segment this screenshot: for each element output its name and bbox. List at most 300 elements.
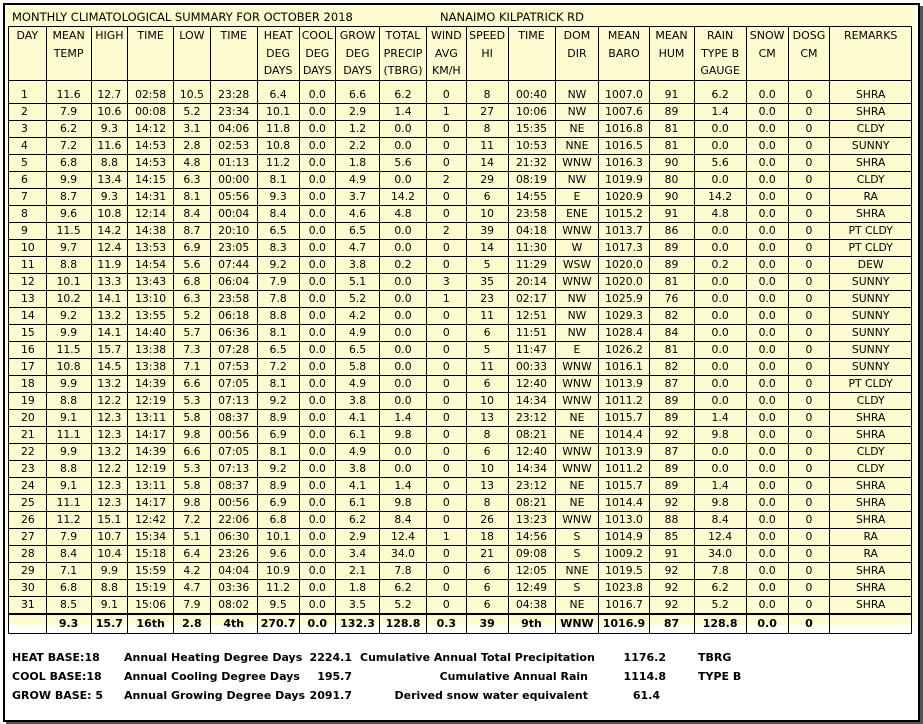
cell-high: 9.3 (91, 121, 128, 138)
total-dom-dir: WNW (555, 614, 599, 634)
cell-heat-deg-days: 6.9 (257, 427, 299, 444)
cell-rain-type-b: 6.2 (694, 580, 746, 597)
cell-mean-hum: 91 (649, 546, 694, 563)
cell-day: 30 (9, 580, 47, 597)
cell-dosg: 0 (788, 291, 830, 308)
cell-low: 7.1 (174, 359, 211, 376)
cell-snow: 0.0 (746, 563, 788, 580)
cell-low-time: 23:34 (210, 104, 257, 121)
cell-rain-type-b: 0.0 (694, 121, 746, 138)
total-snow: 0.0 (746, 614, 788, 634)
table-row (9, 393, 912, 410)
cell-grow-deg-days: 1.8 (336, 580, 380, 597)
cell-wind-avg: 0 (427, 342, 467, 359)
cell-heat-deg-days: 8.4 (257, 206, 299, 223)
cell-total-precip: 8.4 (379, 512, 426, 529)
cell-speed-hi: 13 (466, 478, 508, 495)
cell-remarks: CLDY (830, 121, 912, 138)
cell-wind-avg: 0 (427, 308, 467, 325)
cell-grow-deg-days: 2.1 (336, 563, 380, 580)
col-header-rain-type-b: RAIN TYPE B GAUGE (694, 27, 746, 81)
cell-total-precip: 0.0 (379, 461, 426, 478)
cell-high: 14.5 (91, 359, 128, 376)
cell-wind-avg: 0 (427, 563, 467, 580)
cell-mean-hum: 85 (649, 529, 694, 546)
cell-high: 12.4 (91, 240, 128, 257)
cell-mean-baro: 1029.3 (599, 308, 649, 325)
cell-speed-hi: 5 (466, 342, 508, 359)
cell-grow-deg-days: 2.2 (336, 138, 380, 155)
cell-grow-deg-days: 4.2 (336, 308, 380, 325)
cell-snow: 0.0 (746, 274, 788, 291)
cell-total-precip: 0.0 (379, 342, 426, 359)
cell-cool-deg-days: 0.0 (299, 223, 336, 240)
cell-remarks: RA (830, 546, 912, 563)
cell-wind-time: 10:06 (508, 104, 555, 121)
cell-dosg: 0 (788, 597, 830, 615)
cell-total-precip: 0.0 (379, 291, 426, 308)
cell-mean-temp: 9.7 (46, 240, 91, 257)
cell-mean-baro: 1023.8 (599, 580, 649, 597)
table-row (9, 359, 912, 376)
cum-rain-label: Cumulative Annual Rain (439, 670, 588, 683)
cell-mean-temp: 9.9 (46, 325, 91, 342)
cell-cool-deg-days: 0.0 (299, 427, 336, 444)
col-header-mean-temp: MEAN TEMP (46, 27, 91, 81)
table-row (9, 223, 912, 240)
cell-snow: 0.0 (746, 325, 788, 342)
table-row (9, 104, 912, 121)
cell-day: 15 (9, 325, 47, 342)
cell-mean-temp: 11.5 (46, 223, 91, 240)
cell-speed-hi: 6 (466, 444, 508, 461)
cell-high-time: 14:12 (128, 121, 174, 138)
cell-total-precip: 1.4 (379, 478, 426, 495)
cell-heat-deg-days: 10.8 (257, 138, 299, 155)
total-wind-time: 9th (508, 614, 555, 634)
cell-high-time: 13:38 (128, 342, 174, 359)
cum-precip-value: 1176.2 (623, 651, 666, 664)
cell-mean-temp: 9.1 (46, 478, 91, 495)
cell-low: 2.8 (174, 138, 211, 155)
table-row (9, 478, 912, 495)
cell-total-precip: 1.4 (379, 410, 426, 427)
cell-wind-avg: 0 (427, 206, 467, 223)
table-row (9, 495, 912, 512)
cell-cool-deg-days: 0.0 (299, 138, 336, 155)
cell-dom-dir: NE (555, 410, 599, 427)
cell-high: 12.3 (91, 410, 128, 427)
cell-total-precip: 0.0 (379, 138, 426, 155)
cell-day: 28 (9, 546, 47, 563)
cell-remarks: SHRA (830, 495, 912, 512)
cell-cool-deg-days: 0.0 (299, 393, 336, 410)
cell-speed-hi: 29 (466, 172, 508, 189)
cell-high-time: 14:53 (128, 155, 174, 172)
cell-remarks: DEW (830, 257, 912, 274)
cell-rain-type-b: 0.0 (694, 223, 746, 240)
cell-dom-dir: NW (555, 172, 599, 189)
cell-mean-hum: 86 (649, 223, 694, 240)
col-header-low-time: TIME (210, 27, 257, 81)
cell-speed-hi: 11 (466, 308, 508, 325)
total-mean-temp: 9.3 (46, 614, 91, 634)
cell-wind-time: 11:30 (508, 240, 555, 257)
cell-grow-deg-days: 2.9 (336, 529, 380, 546)
total-cool-deg-days: 0.0 (299, 614, 336, 634)
cell-dom-dir: NE (555, 427, 599, 444)
table-row (9, 257, 912, 274)
table-row (9, 274, 912, 291)
table-row (9, 155, 912, 172)
cell-remarks: SHRA (830, 580, 912, 597)
cell-wind-avg: 0 (427, 546, 467, 563)
cell-low: 6.6 (174, 376, 211, 393)
cell-high: 12.3 (91, 495, 128, 512)
cell-rain-type-b: 0.0 (694, 138, 746, 155)
cell-rain-type-b: 7.8 (694, 563, 746, 580)
cell-grow-deg-days: 4.1 (336, 410, 380, 427)
cell-wind-time: 14:34 (508, 393, 555, 410)
annual-cooling-value: 195.7 (317, 670, 352, 683)
cell-dom-dir: NW (555, 291, 599, 308)
cell-mean-hum: 76 (649, 291, 694, 308)
total-heat-deg-days: 270.7 (257, 614, 299, 634)
cell-wind-time: 12:49 (508, 580, 555, 597)
col-header-high: HIGH (91, 27, 128, 81)
cell-high: 13.4 (91, 172, 128, 189)
cell-mean-hum: 89 (649, 410, 694, 427)
cell-snow: 0.0 (746, 529, 788, 546)
cell-mean-baro: 1028.4 (599, 325, 649, 342)
cell-dom-dir: S (555, 546, 599, 563)
total-low: 2.8 (174, 614, 211, 634)
cell-day: 11 (9, 257, 47, 274)
cell-dom-dir: NNE (555, 563, 599, 580)
cell-heat-deg-days: 8.1 (257, 325, 299, 342)
cell-snow: 0.0 (746, 240, 788, 257)
cell-wind-avg: 0 (427, 512, 467, 529)
cell-mean-baro: 1016.7 (599, 597, 649, 615)
cell-wind-time: 04:38 (508, 597, 555, 615)
cell-rain-type-b: 0.0 (694, 444, 746, 461)
cell-cool-deg-days: 0.0 (299, 461, 336, 478)
cell-day: 1 (9, 81, 47, 104)
cell-low-time: 06:36 (210, 325, 257, 342)
cell-dosg: 0 (788, 189, 830, 206)
cell-grow-deg-days: 6.1 (336, 495, 380, 512)
cell-wind-avg: 0 (427, 393, 467, 410)
cell-grow-deg-days: 6.5 (336, 223, 380, 240)
cell-low-time: 07:13 (210, 393, 257, 410)
cell-cool-deg-days: 0.0 (299, 274, 336, 291)
cell-mean-hum: 92 (649, 597, 694, 615)
cell-heat-deg-days: 9.2 (257, 393, 299, 410)
cell-dom-dir: WNW (555, 512, 599, 529)
cell-remarks: RA (830, 189, 912, 206)
cell-low: 4.2 (174, 563, 211, 580)
cell-total-precip: 5.2 (379, 597, 426, 615)
cell-rain-type-b: 6.2 (694, 81, 746, 104)
cell-wind-avg: 0 (427, 155, 467, 172)
cell-wind-avg: 2 (427, 172, 467, 189)
cum-precip-label: Cumulative Annual Total Precipitation (360, 651, 595, 664)
cell-dom-dir: WNW (555, 274, 599, 291)
cell-wind-time: 08:21 (508, 495, 555, 512)
col-header-heat-deg-days: HEAT DEG DAYS (257, 27, 299, 81)
cell-remarks: CLDY (830, 393, 912, 410)
cell-high-time: 14:40 (128, 325, 174, 342)
cell-cool-deg-days: 0.0 (299, 81, 336, 104)
cell-low: 4.7 (174, 580, 211, 597)
table-row (9, 444, 912, 461)
cell-grow-deg-days: 3.8 (336, 257, 380, 274)
cell-remarks: RA (830, 529, 912, 546)
cell-mean-temp: 11.2 (46, 512, 91, 529)
table-row (9, 121, 912, 138)
cell-snow: 0.0 (746, 393, 788, 410)
snow-equivalent-value: 61.4 (632, 689, 660, 702)
cell-grow-deg-days: 5.8 (336, 359, 380, 376)
cell-mean-hum: 89 (649, 240, 694, 257)
cell-mean-baro: 1007.6 (599, 104, 649, 121)
cell-dosg: 0 (788, 393, 830, 410)
cell-heat-deg-days: 7.2 (257, 359, 299, 376)
cell-day: 23 (9, 461, 47, 478)
cell-mean-hum: 90 (649, 155, 694, 172)
cell-total-precip: 6.2 (379, 81, 426, 104)
cell-total-precip: 0.0 (379, 444, 426, 461)
cell-high-time: 00:08 (128, 104, 174, 121)
grow-base: GROW BASE: 5 (12, 689, 104, 702)
cell-day: 9 (9, 223, 47, 240)
cell-low: 7.9 (174, 597, 211, 615)
annual-growing-label: Annual Growing Degree Days (124, 689, 306, 702)
cell-speed-hi: 8 (466, 495, 508, 512)
cell-day: 3 (9, 121, 47, 138)
cell-high: 8.8 (91, 580, 128, 597)
cell-dom-dir: S (555, 580, 599, 597)
cell-snow: 0.0 (746, 427, 788, 444)
cell-speed-hi: 11 (466, 359, 508, 376)
cell-wind-time: 12:40 (508, 376, 555, 393)
cell-grow-deg-days: 4.9 (336, 376, 380, 393)
cell-wind-time: 11:51 (508, 325, 555, 342)
cell-day: 4 (9, 138, 47, 155)
cell-high-time: 13:43 (128, 274, 174, 291)
cell-low-time: 06:18 (210, 308, 257, 325)
cell-snow: 0.0 (746, 495, 788, 512)
cell-rain-type-b: 1.4 (694, 410, 746, 427)
col-header-dosg: DOSG CM (788, 27, 830, 81)
cell-mean-temp: 7.1 (46, 563, 91, 580)
cell-wind-avg: 0 (427, 478, 467, 495)
cell-grow-deg-days: 2.9 (336, 104, 380, 121)
cell-low: 5.2 (174, 104, 211, 121)
cell-high: 14.1 (91, 325, 128, 342)
cell-grow-deg-days: 4.1 (336, 478, 380, 495)
cell-snow: 0.0 (746, 342, 788, 359)
cell-mean-hum: 82 (649, 359, 694, 376)
cell-mean-baro: 1013.0 (599, 512, 649, 529)
cell-cool-deg-days: 0.0 (299, 546, 336, 563)
cell-mean-baro: 1019.9 (599, 172, 649, 189)
cell-heat-deg-days: 8.8 (257, 308, 299, 325)
cell-low-time: 00:56 (210, 495, 257, 512)
table-row (9, 342, 912, 359)
cell-low: 6.6 (174, 444, 211, 461)
cell-wind-avg: 0 (427, 427, 467, 444)
cell-wind-time: 14:56 (508, 529, 555, 546)
cell-low-time: 03:36 (210, 580, 257, 597)
cell-high: 9.9 (91, 563, 128, 580)
cell-mean-baro: 1025.9 (599, 291, 649, 308)
cell-dosg: 0 (788, 410, 830, 427)
cell-remarks: SUNNY (830, 291, 912, 308)
cell-total-precip: 34.0 (379, 546, 426, 563)
cell-mean-baro: 1016.3 (599, 155, 649, 172)
cell-high: 14.2 (91, 223, 128, 240)
cell-low: 6.9 (174, 240, 211, 257)
cell-cool-deg-days: 0.0 (299, 104, 336, 121)
cell-mean-baro: 1015.2 (599, 206, 649, 223)
cell-snow: 0.0 (746, 597, 788, 615)
cell-dosg: 0 (788, 376, 830, 393)
col-header-wind-time: TIME (508, 27, 555, 81)
cell-grow-deg-days: 3.4 (336, 546, 380, 563)
cell-high: 8.8 (91, 155, 128, 172)
cell-low: 10.5 (174, 81, 211, 104)
cell-wind-avg: 0 (427, 257, 467, 274)
total-dosg: 0 (788, 614, 830, 634)
cell-low-time: 01:13 (210, 155, 257, 172)
col-header-low: LOW (174, 27, 211, 81)
cell-remarks: PT CLDY (830, 240, 912, 257)
cell-cool-deg-days: 0.0 (299, 308, 336, 325)
cell-heat-deg-days: 8.1 (257, 376, 299, 393)
cell-mean-hum: 87 (649, 444, 694, 461)
cell-dosg: 0 (788, 546, 830, 563)
cell-day: 14 (9, 308, 47, 325)
cell-grow-deg-days: 3.5 (336, 597, 380, 615)
cell-wind-time: 12:40 (508, 444, 555, 461)
cell-dosg: 0 (788, 155, 830, 172)
cell-mean-baro: 1016.5 (599, 138, 649, 155)
cell-day: 20 (9, 410, 47, 427)
cell-low-time: 07:13 (210, 461, 257, 478)
cell-remarks: SHRA (830, 512, 912, 529)
cell-mean-temp: 6.8 (46, 155, 91, 172)
col-header-remarks: REMARKS (830, 27, 912, 81)
cell-mean-hum: 92 (649, 427, 694, 444)
cell-low: 9.8 (174, 495, 211, 512)
cell-dom-dir: E (555, 342, 599, 359)
cell-grow-deg-days: 3.8 (336, 393, 380, 410)
cell-wind-time: 00:40 (508, 81, 555, 104)
cell-mean-baro: 1011.2 (599, 461, 649, 478)
cell-wind-time: 12:05 (508, 563, 555, 580)
cell-mean-hum: 90 (649, 189, 694, 206)
cell-mean-temp: 10.1 (46, 274, 91, 291)
cell-mean-hum: 80 (649, 172, 694, 189)
cell-dom-dir: NW (555, 308, 599, 325)
cell-grow-deg-days: 4.7 (336, 240, 380, 257)
cell-low: 3.1 (174, 121, 211, 138)
cell-low-time: 04:06 (210, 121, 257, 138)
cell-rain-type-b: 14.2 (694, 189, 746, 206)
cell-high-time: 13:55 (128, 308, 174, 325)
cell-snow: 0.0 (746, 223, 788, 240)
cell-high: 12.3 (91, 478, 128, 495)
cell-high: 14.1 (91, 291, 128, 308)
cell-dom-dir: NW (555, 104, 599, 121)
cell-low-time: 23:26 (210, 546, 257, 563)
cell-high: 11.9 (91, 257, 128, 274)
cell-mean-hum: 81 (649, 342, 694, 359)
cell-mean-baro: 1020.9 (599, 189, 649, 206)
cell-day: 8 (9, 206, 47, 223)
cell-dosg: 0 (788, 240, 830, 257)
total-day (9, 614, 47, 634)
cell-low: 4.8 (174, 155, 211, 172)
cell-wind-time: 09:08 (508, 546, 555, 563)
cell-cool-deg-days: 0.0 (299, 325, 336, 342)
cell-dosg: 0 (788, 512, 830, 529)
heat-base: HEAT BASE:18 (12, 651, 100, 664)
cell-remarks: SHRA (830, 155, 912, 172)
cell-high: 10.8 (91, 206, 128, 223)
table-row (9, 376, 912, 393)
table-row (9, 189, 912, 206)
cell-wind-time: 11:47 (508, 342, 555, 359)
cell-day: 6 (9, 172, 47, 189)
cell-mean-temp: 9.2 (46, 308, 91, 325)
cell-high: 12.2 (91, 393, 128, 410)
cell-low-time: 07:53 (210, 359, 257, 376)
cell-heat-deg-days: 9.5 (257, 597, 299, 615)
cell-wind-time: 12:51 (508, 308, 555, 325)
table-row (9, 597, 912, 615)
cell-cool-deg-days: 0.0 (299, 189, 336, 206)
cell-snow: 0.0 (746, 138, 788, 155)
cell-heat-deg-days: 10.9 (257, 563, 299, 580)
table-row (9, 240, 912, 257)
cell-rain-type-b: 0.0 (694, 240, 746, 257)
cell-mean-temp: 9.6 (46, 206, 91, 223)
cell-grow-deg-days: 3.8 (336, 461, 380, 478)
cell-day: 10 (9, 240, 47, 257)
cell-mean-hum: 92 (649, 580, 694, 597)
cell-remarks: SHRA (830, 104, 912, 121)
cell-dom-dir: NE (555, 597, 599, 615)
cell-cool-deg-days: 0.0 (299, 172, 336, 189)
cell-dosg: 0 (788, 495, 830, 512)
cell-dom-dir: NW (555, 81, 599, 104)
cell-total-precip: 9.8 (379, 427, 426, 444)
cell-low: 7.2 (174, 512, 211, 529)
cell-rain-type-b: 12.4 (694, 529, 746, 546)
cell-high: 10.6 (91, 104, 128, 121)
cell-high-time: 14:39 (128, 444, 174, 461)
cell-rain-type-b: 1.4 (694, 104, 746, 121)
cell-snow: 0.0 (746, 291, 788, 308)
total-high-time: 16th (128, 614, 174, 634)
cell-grow-deg-days: 1.8 (336, 155, 380, 172)
cell-heat-deg-days: 9.2 (257, 257, 299, 274)
cell-rain-type-b: 0.0 (694, 325, 746, 342)
cell-low-time: 07:28 (210, 342, 257, 359)
cell-mean-temp: 8.4 (46, 546, 91, 563)
